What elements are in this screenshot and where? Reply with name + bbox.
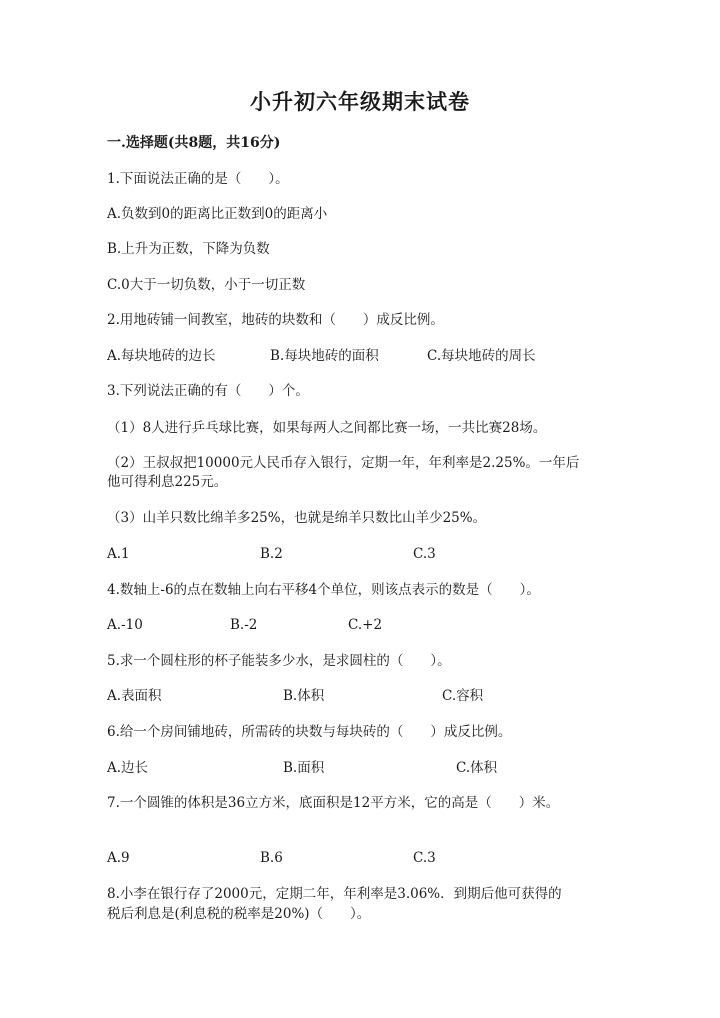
- section-heading: 一.选择题(共8题，共16分): [107, 135, 281, 151]
- question-2-option-b: B.每块地砖的面积: [270, 348, 379, 364]
- question-5-option-b: B.体积: [283, 688, 325, 704]
- question-2-option-a: A.每块地砖的边长: [107, 348, 216, 364]
- question-4-option-b: B.-2: [230, 617, 258, 633]
- question-1-stem: 1.下面说法正确的是（ ）。: [107, 171, 289, 187]
- question-3-statement-2: （2）王叔叔把10000元人民币存入银行，定期一年，年利率是2.25%。一年后: [107, 455, 580, 471]
- question-4-stem: 4.数轴上-6的点在数轴上向右平移4个单位，则该点表示的数是（ ）。: [107, 582, 540, 598]
- question-3-option-c: C.3: [413, 546, 436, 562]
- question-3-option-b: B.2: [260, 546, 283, 562]
- question-8-stem-cont: 税后利息是(利息税的税率是20%)（ ）。: [107, 906, 371, 922]
- question-5-option-a: A.表面积: [107, 688, 162, 704]
- page-title: 小升初六年级期末试卷: [250, 89, 470, 114]
- question-2-option-c: C.每块地砖的周长: [427, 348, 536, 364]
- question-1-option-a: A.负数到0的距离比正数到0的距离小: [107, 206, 328, 222]
- question-6-option-b: B.面积: [283, 760, 325, 776]
- question-5-stem: 5.求一个圆柱形的杯子能装多少水，是求圆柱的（ ）。: [107, 653, 451, 669]
- question-4-option-a: A.-10: [107, 617, 143, 633]
- question-1-option-c: C.0大于一切负数，小于一切正数: [107, 277, 306, 293]
- question-3-stem: 3.下列说法正确的有（ ）个。: [107, 383, 309, 399]
- question-6-option-a: A.边长: [107, 760, 149, 776]
- question-6-option-c: C.体积: [456, 760, 498, 776]
- question-7-option-b: B.6: [260, 850, 283, 866]
- question-3-option-a: A.1: [107, 546, 130, 562]
- question-2-stem: 2.用地砖铺一间教室，地砖的块数和（ ）成反比例。: [107, 312, 444, 328]
- question-7-stem: 7.一个圆锥的体积是36立方米，底面积是12平方米，它的高是（ ）米。: [107, 795, 560, 811]
- question-1-option-b: B.上升为正数，下降为负数: [107, 241, 270, 257]
- question-6-stem: 6.给一个房间铺地砖，所需砖的块数与每块砖的（ ）成反比例。: [107, 724, 512, 740]
- question-3-statement-1: （1）8人进行乒乓球比赛，如果每两人之间都比赛一场，一共比赛28场。: [107, 420, 547, 436]
- question-7-option-a: A.9: [107, 850, 130, 866]
- question-3-statement-3: （3）山羊只数比绵羊多25%，也就是绵羊只数比山羊少25%。: [107, 510, 487, 526]
- question-8-stem: 8.小李在银行存了2000元，定期二年，年利率是3.06%．到期后他可获得的: [107, 886, 562, 902]
- question-7-option-c: C.3: [413, 850, 436, 866]
- question-4-option-c: C.+2: [348, 617, 383, 633]
- question-3-statement-2-cont: 他可得利息225元。: [107, 474, 228, 490]
- question-5-option-c: C.容积: [442, 688, 484, 704]
